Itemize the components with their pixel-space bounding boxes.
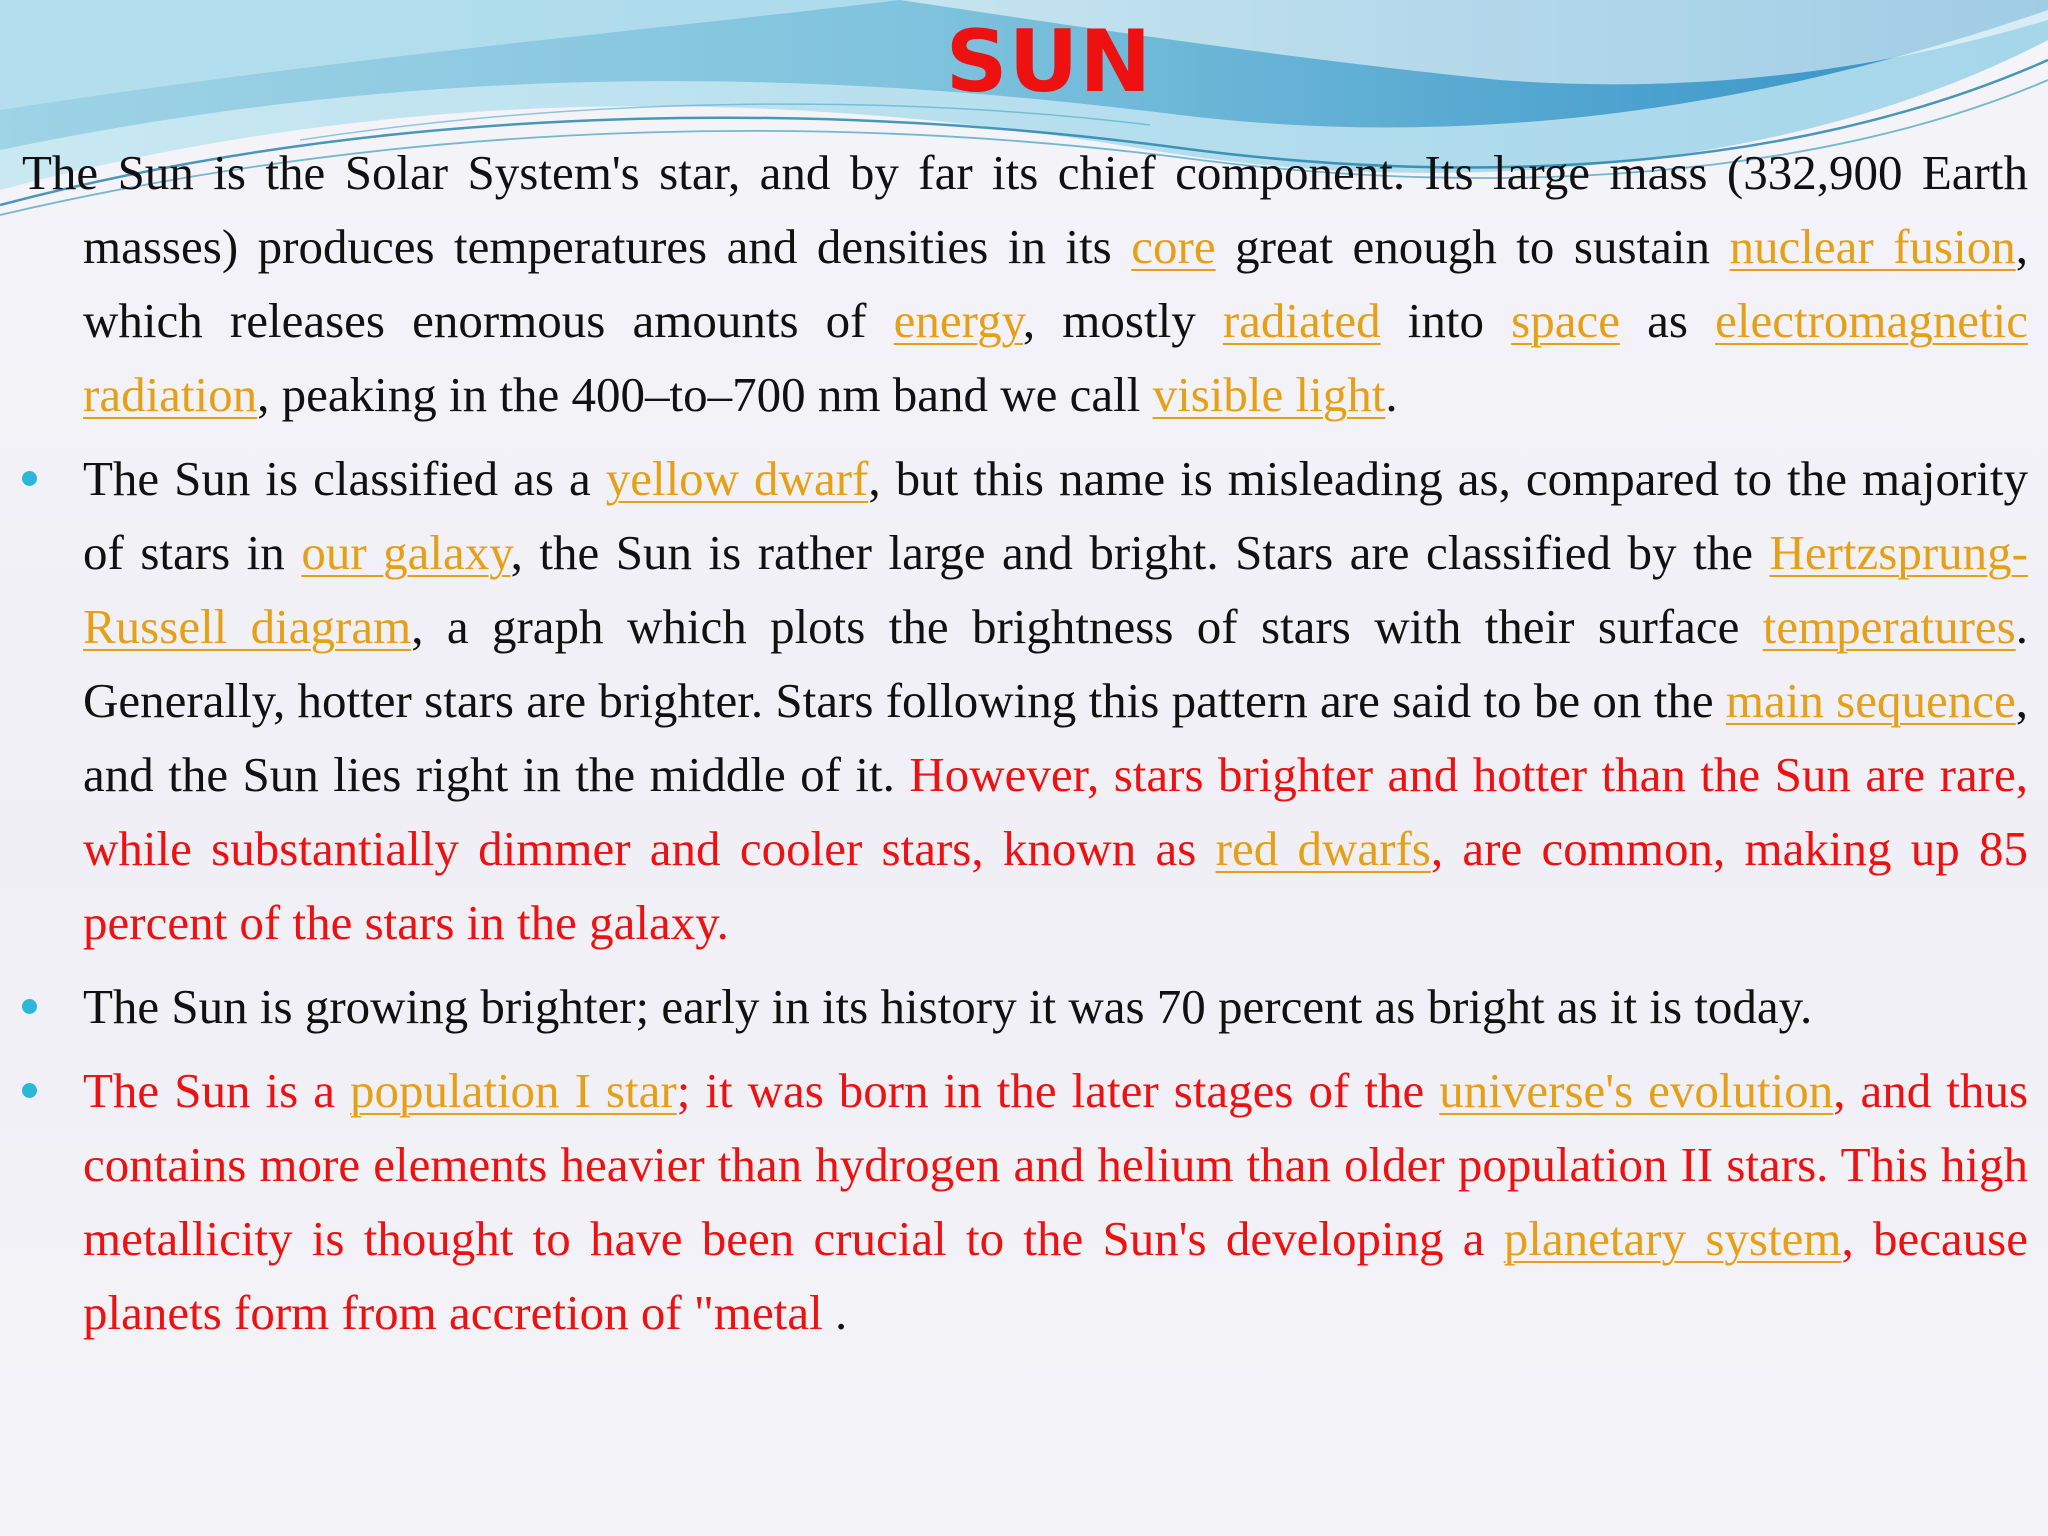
body-text: great enough to sustain	[1215, 219, 1730, 274]
emphasis-text: The Sun is a	[83, 1063, 350, 1118]
emphasis-text: However, stars brighter and hotter than the Sun are rare, while substantially dimmer and cooler stars, known as	[83, 747, 2028, 876]
hyperlink[interactable]: radiated	[1222, 293, 1381, 348]
hyperlink[interactable]: space	[1511, 293, 1620, 348]
emphasis-text: , because planets form from accretion of "metal	[83, 1211, 2029, 1340]
hyperlink[interactable]: planetary system	[1503, 1211, 1842, 1266]
bullet-paragraph-yellow-dwarf	[22, 442, 2028, 960]
body-text: , which releases enormous amounts of	[83, 219, 2028, 348]
hyperlink[interactable]: nuclear fusion	[1729, 219, 2016, 274]
body-text: , mostly	[1022, 293, 1223, 348]
hyperlink[interactable]: red dwarfs	[1215, 821, 1431, 876]
slide-title: SUN	[945, 12, 1153, 112]
hyperlink[interactable]: core	[1131, 219, 1216, 274]
body-text: The Sun is growing brighter; early in its history it was 70 percent as bright as it is today.	[83, 979, 1813, 1034]
body-text: , peaking in the 400–to–700 nm band we call	[257, 367, 1153, 422]
body-text: , but this name is misleading as, compared to the majority of stars in	[83, 451, 2029, 580]
body-text: The Sun is classified as a	[83, 451, 606, 506]
hyperlink[interactable]: main sequence	[1725, 673, 2016, 728]
hyperlink[interactable]: energy	[893, 293, 1023, 348]
hyperlink[interactable]: population I star	[349, 1063, 677, 1118]
hyperlink[interactable]: yellow dwarf	[605, 451, 869, 506]
body-text: .	[822, 1285, 848, 1340]
body-text: . Generally, hotter stars are brighter. Stars following this pattern are said to be on the	[83, 599, 2028, 728]
emphasis-text: ; it was born in the later stages of the	[676, 1063, 1440, 1118]
emphasis-text: , are common, making up 85 percent of the stars in the galaxy.	[83, 821, 2028, 950]
slide-body	[22, 136, 2028, 1360]
body-text: as	[1619, 293, 1716, 348]
body-text: , and the Sun lies right in the middle of it.	[83, 673, 2028, 802]
body-text: .	[1385, 367, 1398, 422]
hyperlink[interactable]: temperatures	[1762, 599, 2016, 654]
bullet-paragraph-growing-brighter	[22, 970, 2028, 1044]
hyperlink[interactable]: electromagnetic radiation	[83, 293, 2028, 422]
hyperlink[interactable]: our galaxy	[301, 525, 511, 580]
hyperlink[interactable]: Hertzsprung-Russell diagram	[83, 525, 2028, 654]
intro-paragraph	[22, 136, 2028, 432]
hyperlink[interactable]: universe's evolution	[1439, 1063, 1834, 1118]
bullet-paragraph-population-i	[22, 1054, 2028, 1350]
hyperlink[interactable]: visible light	[1152, 367, 1386, 422]
emphasis-text: , and thus contains more elements heavier than hydrogen and helium than older population II stars. This high metallicity is thought to have been crucial to the Sun's developing a	[83, 1063, 2029, 1266]
body-text: The Sun is the Solar System's star, and by far its chief component. Its large mass (332,900 Earth masses) produces temperatures and densities in its	[22, 145, 2028, 274]
body-text: , a graph which plots the brightness of stars with their surface	[411, 599, 1763, 654]
body-text: , the Sun is rather large and bright. Stars are classified by the	[510, 525, 1770, 580]
body-text: into	[1380, 293, 1512, 348]
